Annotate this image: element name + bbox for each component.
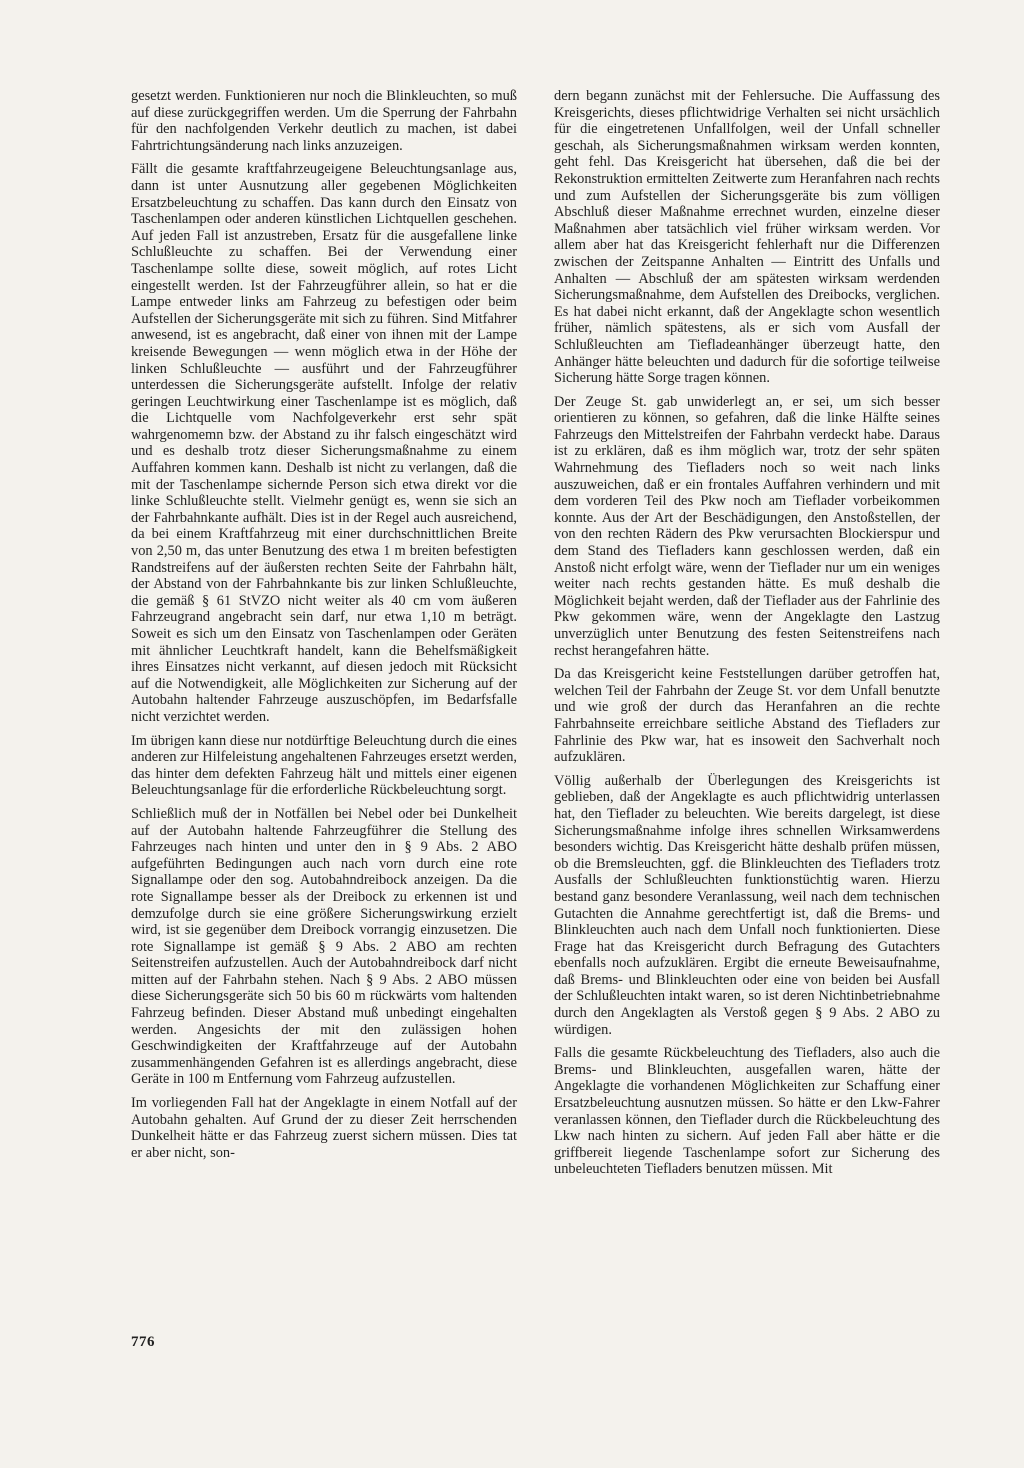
paragraph: Der Zeuge St. gab unwiderlegt an, er sei, um sich besser orientieren zu können, so gefahren, daß die linke Hälfte seines Fahrzeugs den Mittelstreifen der Fahrbahn verdeckt habe. Daraus ist zu erklären, daß es ihm möglich war, trotz der sehr späten Wahrnehmung des Tiefladers noch so weit nach links auszuweichen, daß er ein frontales Auffahren verhindern und mit dem vorderen Teil des Pkw noch am Tieflader vorbeikommen konnte. Aus der Art der Beschädigungen, den Anstoßstellen, der von den rechten Rädern des Pkw verursachten Blockierspur und dem Stand des Tiefladers kann geschlossen werden, daß ein Anstoß nicht erfolgt wäre, wenn der Tieflader nur um ein weniges weiter nach rechts gestanden hätte. Es muß deshalb die Möglichkeit bejaht werden, daß der Tieflader aus der Fahrlinie des Pkw gekommen wäre, wenn der Angeklagte den Lastzug unverzüglich unter Benutzung des festen Seitenstreifens nach rechst herangefahren hätte.	[554, 393, 940, 659]
page-number: 776	[131, 1334, 155, 1350]
paragraph: Falls die gesamte Rückbeleuchtung des Tiefladers, also auch die Brems- und Blinkleuchten, ausgefallen waren, hätte der Angeklagte die vorhandenen Möglichkeiten zur Schaffung einer Ersatzbeleuchtung ausnutzen müssen. So hätte er den Lkw-Fahrer veranlassen können, den Tieflader durch die Rückbeleuchtung des Lkw nach hinten zu sichern. Auf jeden Fall aber hätte er die griffbereit liegende Taschenlampe sofort zur Sicherung des unbeleuchteten Tiefladers benutzen müssen. Mit	[554, 1045, 940, 1178]
paragraph: Schließlich muß der in Notfällen bei Nebel oder bei Dunkelheit auf der Autobahn haltende Fahrzeugführer die Stellung des Fahrzeuges nach hinten und unter den in § 9 Abs. 2 ABO aufgeführten Bedingungen auch nach vorn durch eine rote Signallampe oder den sog. Autobahndreibock anzeigen. Da die rote Signallampe besser als der Dreibock zu erkennen ist und demzufolge durch sie eine größere Sicherungswirkung erzielt wird, ist sie gegenüber dem Dreibock vorrangig einzusetzen. Die rote Signallampe ist gemäß § 9 Abs. 2 ABO am rechten Seitenstreifen aufzustellen. Auch der Autobahndreibock darf nicht mitten auf der Fahrbahn stehen. Nach § 9 Abs. 2 ABO müssen diese Sicherungsgeräte sich 50 bis 60 m rückwärts vom haltenden Fahrzeug befinden. Dieser Abstand muß unbedingt eingehalten werden. Angesichts der mit den zulässigen hohen Geschwindigkeiten der Kraftfahrzeuge auf der Autobahn zusammenhängenden Gefahren ist es allerdings angebracht, diese Geräte in 100 m Entfernung vom Fahrzeug aufzustellen.	[131, 805, 517, 1088]
paragraph: Da das Kreisgericht keine Feststellungen darüber getroffen hat, welchen Teil der Fahrbahn der Zeuge St. vor dem Unfall benutzte und wie groß der durch das Heranfahren an die rechte Fahrbahnseite erreichbare seitliche Abstand des Tiefladers zur Fahrlinie des Pkw war, hat es insoweit den Sachverhalt noch aufzuklären.	[554, 666, 940, 766]
paragraph: gesetzt werden. Funktionieren nur noch die Blinkleuchten, so muß auf diese zurückgegriffen werden. Um die Sperrung der Fahrbahn für den nachfolgenden Verkehr deutlich zu machen, ist dabei Fahrtrichtungsänderung nach links anzuzeigen.	[131, 88, 517, 154]
left-text-column	[131, 88, 517, 1168]
paragraph: Völlig außerhalb der Überlegungen des Kreisgerichts ist geblieben, daß der Angeklagte es auch pflichtwidrig unterlassen hat, den Tieflader zu beleuchten. Wie bereits dargelegt, ist diese Sicherungsmaßnahme infolge ihres schnellen Wirksamwerdens besonders wichtig. Das Kreisgericht hätte deshalb prüfen müssen, ob die Bremsleuchten, ggf. die Blinkleuchten des Tiefladers trotz Ausfalls der Schlußleuchten funktionstüchtig waren. Hierzu bestand ganz besondere Veranlassung, weil nach dem technischen Gutachten die Annahme gerechtfertigt ist, daß die Brems- und Blinkleuchten auch nach dem Unfall noch funktionierten. Diese Frage hat das Kreisgericht durch Befragung des Gutachters ebenfalls noch aufzuklären. Ergibt die erneute Beweisaufnahme, daß Brems- und Blinkleuchten oder eine von beiden bei Ausfall der Schlußleuchten intakt waren, so ist deren Nichtinbetriebnahme durch den Angeklagten als Verstoß gegen § 9 Abs. 2 ABO zu würdigen.	[554, 772, 940, 1038]
right-text-column	[554, 88, 940, 1185]
paragraph: dern begann zunächst mit der Fehlersuche. Die Auffassung des Kreisgerichts, dieses pflichtwidrige Verhalten sei nicht ursächlich für die eingetretenen Unfallfolgen, weil der Unfall schneller geschah, als Sicherungsmaßnahmen wirksam werden konnten, geht fehl. Das Kreisgericht hat übersehen, daß die bei der Rekonstruktion ermittelten Zeitwerte zum Heranfahren nach rechts und zum Aufstellen der Sicherungsgeräte bis zum völligen Abschluß dieser Maßnahme errechnet wurden, einzelne dieser Maßnahmen aber tatsächlich viel früher wirksam werden. Vor allem aber hat das Kreisgericht fehlerhaft nur die Differenzen zwischen der Zeitspanne Anhalten — Eintritt des Unfalls und Anhalten — Abschluß der am spätesten wirksam werdenden Sicherungsmaßnahme, dem Aufstellen des Dreibocks, verglichen. Es hat dabei nicht erkannt, daß der Angeklagte schon wesentlich früher, nämlich spätestens, als er sich vom Ausfall der Schlußleuchten am Tiefladeanhänger überzeugt hatte, den Anhänger hätte beleuchten und dadurch für die sofortige teilweise Sicherung hätte Sorge tragen können.	[554, 88, 940, 387]
paragraph: Im vorliegenden Fall hat der Angeklagte in einem Notfall auf der Autobahn gehalten. Auf Grund der zu dieser Zeit herrschenden Dunkelheit hätte er das Fahrzeug zuerst sichern müssen. Dies tat er aber nicht, son-	[131, 1095, 517, 1161]
paragraph: Fällt die gesamte kraftfahrzeugeigene Beleuchtungsanlage aus, dann ist unter Ausnutzung aller gegebenen Möglichkeiten Ersatzbeleuchtung zu schaffen. Das kann durch den Einsatz von Taschenlampen oder anderen künstlichen Lichtquellen geschehen. Auf jeden Fall ist anzustreben, Ersatz für die ausgefallene linke Schlußleuchte zu schaffen. Bei der Verwendung einer Taschenlampe sollte diese, soweit möglich, auf rotes Licht eingestellt werden. Ist der Fahrzeugführer allein, so hat er die Lampe entweder links am Fahrzeug zu befestigen oder beim Aufstellen der Sicherungsgeräte mit sich zu führen. Sind Mitfahrer anwesend, ist es angebracht, daß einer von ihnen mit der Lampe kreisende Bewegungen — wenn möglich etwa in der Höhe der linken Schlußleuchte — ausführt und der Fahrzeugführer unterdessen die Sicherungsgeräte aufstellt. Infolge der relativ geringen Leuchtwirkung einer Taschenlampe ist es möglich, daß die Lichtquelle vom Nachfolgeverkehr erst sehr spät wahrgenomemn bzw. der Abstand zu ihr falsch eingeschätzt wird und es deshalb trotz dieser Sicherungsmaßnahme zu einem Auffahren kommen kann. Deshalb ist nicht zu verlangen, daß die mit der Taschenlampe sichernde Person sich etwa direkt vor die linke Schlußleuchte stellt. Vielmehr genügt es, wenn sie sich an der Fahrbahnkante aufhält. Dies ist in der Regel auch ausreichend, da bei einem Kraftfahrzeug mit einer durchschnittlichen Breite von 2,50 m, das unter Benutzung des etwa 1 m breiten befestigten Randstreifens auf der äußersten rechten Seite der Fahrbahn hält, der Abstand von der Fahrbahnkante bis zur linken Schlußleuchte, die gemäß § 61 StVZO nicht weiter als 40 cm vom äußeren Fahrzeugrand angebracht sein darf, nur etwa 1,10 m beträgt. Soweit es sich um den Einsatz von Taschenlampen oder Geräten mit ähnlicher Leuchtkraft handelt, kann die Behelfsmäßigkeit ihres Einsatzes nicht verkannt, auf diesen jedoch mit Rücksicht auf die Notwendigkeit, alle Möglichkeiten zur Sicherung auf der Autobahn haltender Fahrzeuge auszuschöpfen, im Bedarfsfalle nicht verzichtet werden.	[131, 161, 517, 725]
paragraph: Im übrigen kann diese nur notdürftige Beleuchtung durch die eines anderen zur Hilfeleistung angehaltenen Fahrzeuges ersetzt werden, das hinter dem defekten Fahrzeug hält und mittels einer eigenen Beleuchtungsanlage für die erforderliche Rückbeleuchtung sorgt.	[131, 732, 517, 799]
